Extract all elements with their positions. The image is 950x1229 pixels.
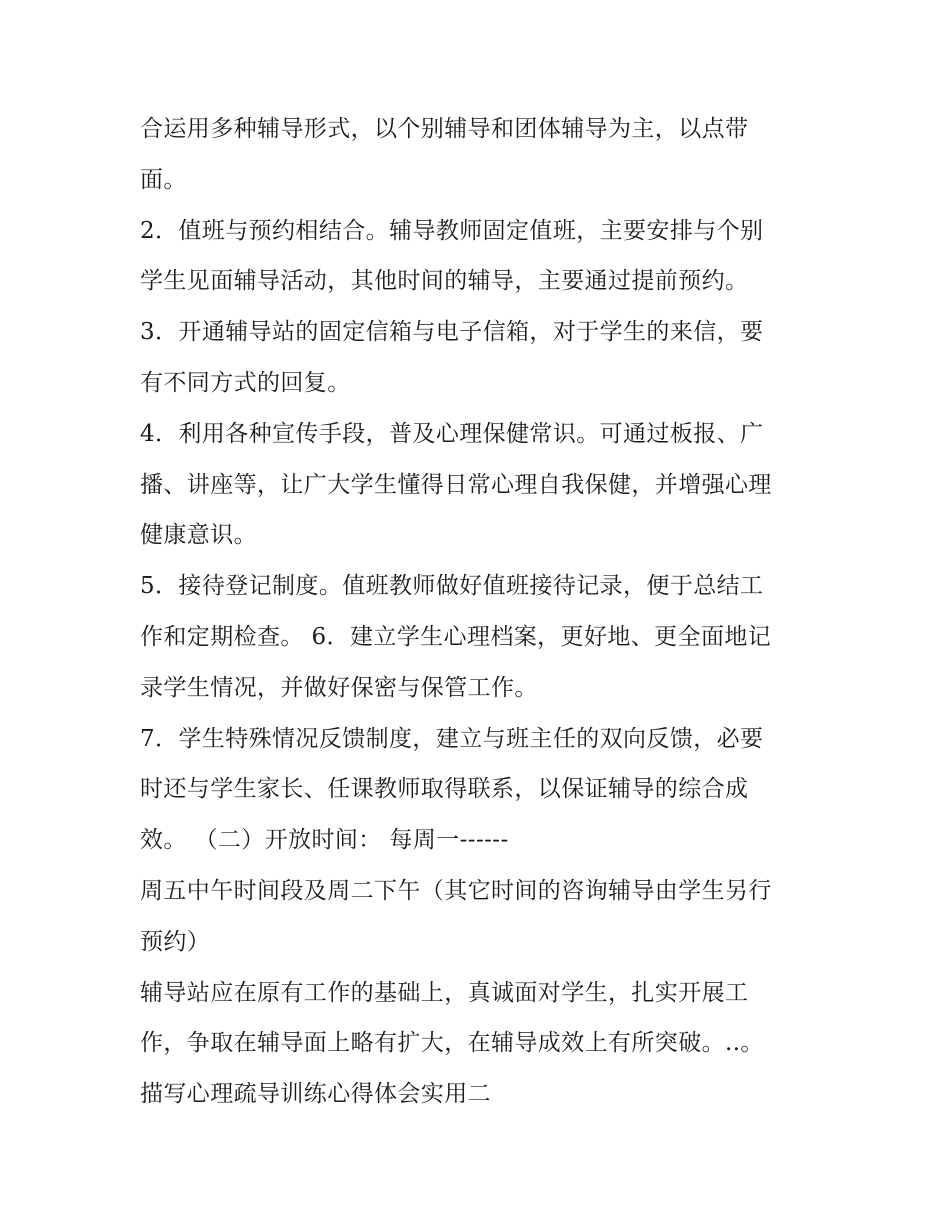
text-line: 作和定期检查。 6．建立学生心理档案，更好地、更全面地记 [140, 623, 772, 650]
text-line: 健康意识。 [140, 522, 257, 549]
text-line: 学生见面辅导活动，其他时间的辅导，主要通过提前预约。 [140, 268, 749, 295]
text-line: 合运用多种辅导形式，以个别辅导和团体辅导为主，以点带 [140, 116, 749, 142]
text-line: 作，争取在辅导面上略有扩大，在辅导成效上有所突破。..。 [140, 1030, 764, 1057]
text-line: 录学生情况，并做好保密与保管工作。 [140, 674, 538, 701]
text-line: 效。 （二）开放时间： 每周一------ [140, 827, 509, 854]
text-line: 2．值班与预约相结合。辅导教师固定值班，主要安排与个别 [140, 217, 764, 244]
body-text [140, 104, 820, 1120]
text-line: 5．接待登记制度。值班教师做好值班接待记录，便于总结工 [140, 573, 764, 600]
text-line: 7．学生特殊情况反馈制度，建立与班主任的双向反馈，必要 [140, 725, 764, 752]
text-line: 4．利用各种宣传手段，普及心理保健常识。可通过板报、广 [140, 420, 764, 447]
text-line: 播、讲座等，让广大学生懂得日常心理自我保健，并增强心理 [140, 471, 772, 498]
text-line: 面。 [140, 166, 187, 193]
text-line: 辅导站应在原有工作的基础上，真诚面对学生，扎实开展工 [140, 979, 749, 1006]
text-line: 3．开通辅导站的固定信箱与电子信箱，对于学生的来信，要 [140, 319, 764, 346]
text-line: 周五中午时间段及周二下午（其它时间的咨询辅导由学生另行 [140, 877, 772, 904]
text-line: 描写心理疏导训练心得体会实用二 [140, 1081, 491, 1108]
text-line: 预约） [140, 928, 211, 955]
text-line: 有不同方式的回复。 [140, 369, 351, 396]
text-line: 时还与学生家长、任课教师取得联系，以保证辅导的综合成 [140, 776, 749, 803]
